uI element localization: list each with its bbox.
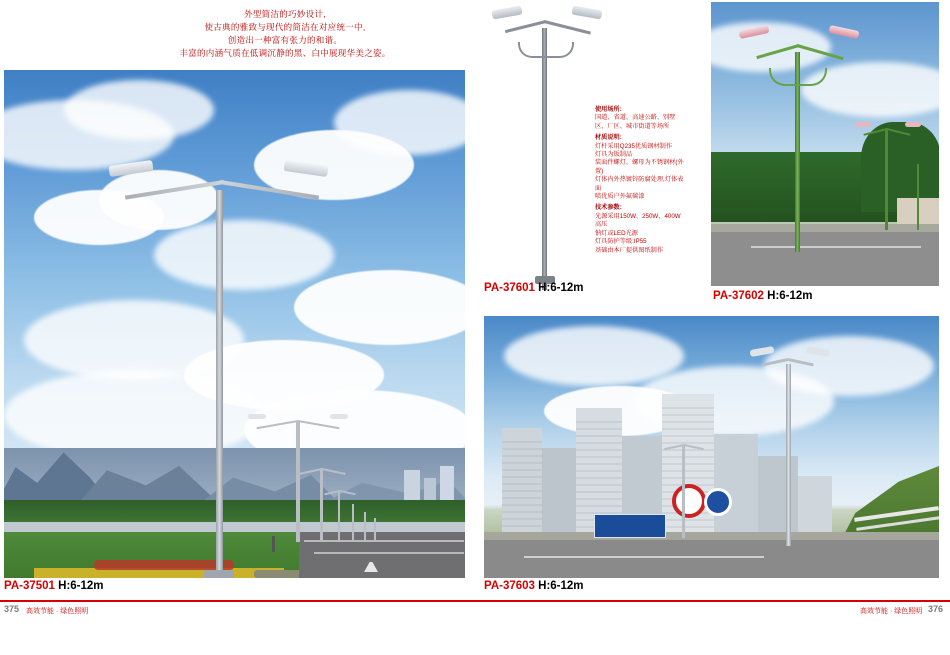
footer-rule-left (0, 600, 475, 602)
caption-height: H:6-12m (538, 282, 584, 294)
spec-tech-line-4: 基础由本厂提供图纸制作 (595, 246, 664, 254)
lane-marking (304, 540, 464, 542)
spec-usage-title: 使用场所: (595, 106, 622, 113)
cloud (99, 170, 219, 230)
spec-tech-line-3: 灯具防护等级:IP55 (595, 238, 647, 246)
spec-usage-body: 国道、省道、高速公路、别墅区、厂区、城市街道等场所 (595, 114, 676, 130)
folio-left-text: 高效节能 · 绿色照明 (26, 608, 89, 615)
product-photo-pa37501 (4, 70, 465, 578)
direction-sign (594, 514, 666, 538)
cloud (504, 326, 684, 386)
spec-material-line-5: 喷优质户外氟碳漆 (595, 193, 645, 201)
curb (484, 532, 939, 540)
spec-tech-line-2: 钠灯或LED光源 (595, 229, 638, 237)
marketing-line-2: 使古典的雅致与现代的简洁在对应统一中, (204, 22, 366, 32)
spec-material-line-3: 装面件螺灯、螺母为不锈钢材(外置) (595, 159, 684, 175)
product-photo-pa37602 (711, 2, 939, 286)
lamp-pole (542, 28, 547, 290)
lamp-pole-6 (364, 512, 366, 540)
caption-code: PA-37601 (484, 282, 535, 294)
lamp-pole-3 (320, 468, 323, 540)
pole-base (204, 570, 234, 578)
specification-text (595, 106, 685, 255)
lamp-pole-4 (338, 490, 340, 540)
product-photo-pa37603 (484, 316, 939, 578)
speed-limit-sign (672, 484, 706, 518)
roadway (299, 532, 465, 578)
lane-marking (751, 246, 921, 248)
lamp-head (855, 122, 871, 127)
caption-height: H:6-12m (58, 580, 104, 592)
roadway (484, 538, 939, 578)
flower-bed-red (94, 560, 234, 570)
folio-right-text: 高效节能 · 绿色照明 (860, 608, 923, 615)
tree-line (4, 500, 465, 522)
cloud (4, 370, 264, 460)
lamp-pole-green-3 (917, 164, 919, 230)
cloud (64, 80, 214, 140)
lamp-pole-green-2 (885, 130, 888, 230)
spec-tech-line-1: 光源采用150W、250W、400W高压 (595, 212, 681, 229)
caption-height: H:6-12m (538, 580, 584, 592)
footer-rule-right (475, 600, 950, 602)
spec-material-line-4: 灯体内外热镀锌防腐处理,灯体表面 (595, 176, 684, 192)
lamp-head (330, 414, 348, 419)
lamp-head (905, 122, 921, 127)
round-blue-sign (704, 488, 732, 516)
curb (711, 224, 939, 232)
spec-material-line-2: 灯具为钣制品 (595, 151, 633, 159)
lamp-pole-2 (682, 446, 685, 538)
marketing-line-4: 丰富的内涵气质在低调沉静的黑、白中展现华美之姿。 (179, 48, 391, 58)
lamp-head (248, 414, 266, 419)
lamp-pole-7 (374, 518, 376, 540)
spec-material-line-1: 灯杆采用Q235优质钢材制作 (595, 142, 673, 150)
caption-height: H:6-12m (767, 290, 813, 302)
folio-right: 376 (928, 604, 944, 614)
marketing-line-1: 外型简洁的巧妙设计, (244, 9, 326, 19)
caption-code: PA-37602 (713, 290, 764, 302)
lane-marking (314, 552, 464, 554)
caption-pa37601 (484, 282, 584, 294)
lane-marking (524, 556, 764, 558)
caption-pa37603 (484, 580, 584, 592)
marketing-line-3: 创造出一种富有张力的和谐。 (227, 35, 343, 45)
spec-material-title: 材质说明: (595, 134, 622, 142)
caption-code: PA-37501 (4, 580, 55, 592)
roadway (711, 230, 939, 286)
lamp-pole (786, 364, 791, 546)
roadside-post (272, 536, 275, 552)
lamp-pole-main (216, 190, 223, 578)
folio-left: 375 (4, 604, 20, 614)
marketing-copy (120, 8, 450, 60)
lamp-pole-5 (352, 504, 354, 540)
spec-tech-title: 技术参数: (595, 204, 622, 212)
lamp-pole-2 (296, 422, 300, 542)
cloud (154, 220, 334, 290)
caption-pa37501 (4, 580, 104, 592)
caption-code: PA-37603 (484, 580, 535, 592)
caption-pa37602 (713, 290, 813, 302)
